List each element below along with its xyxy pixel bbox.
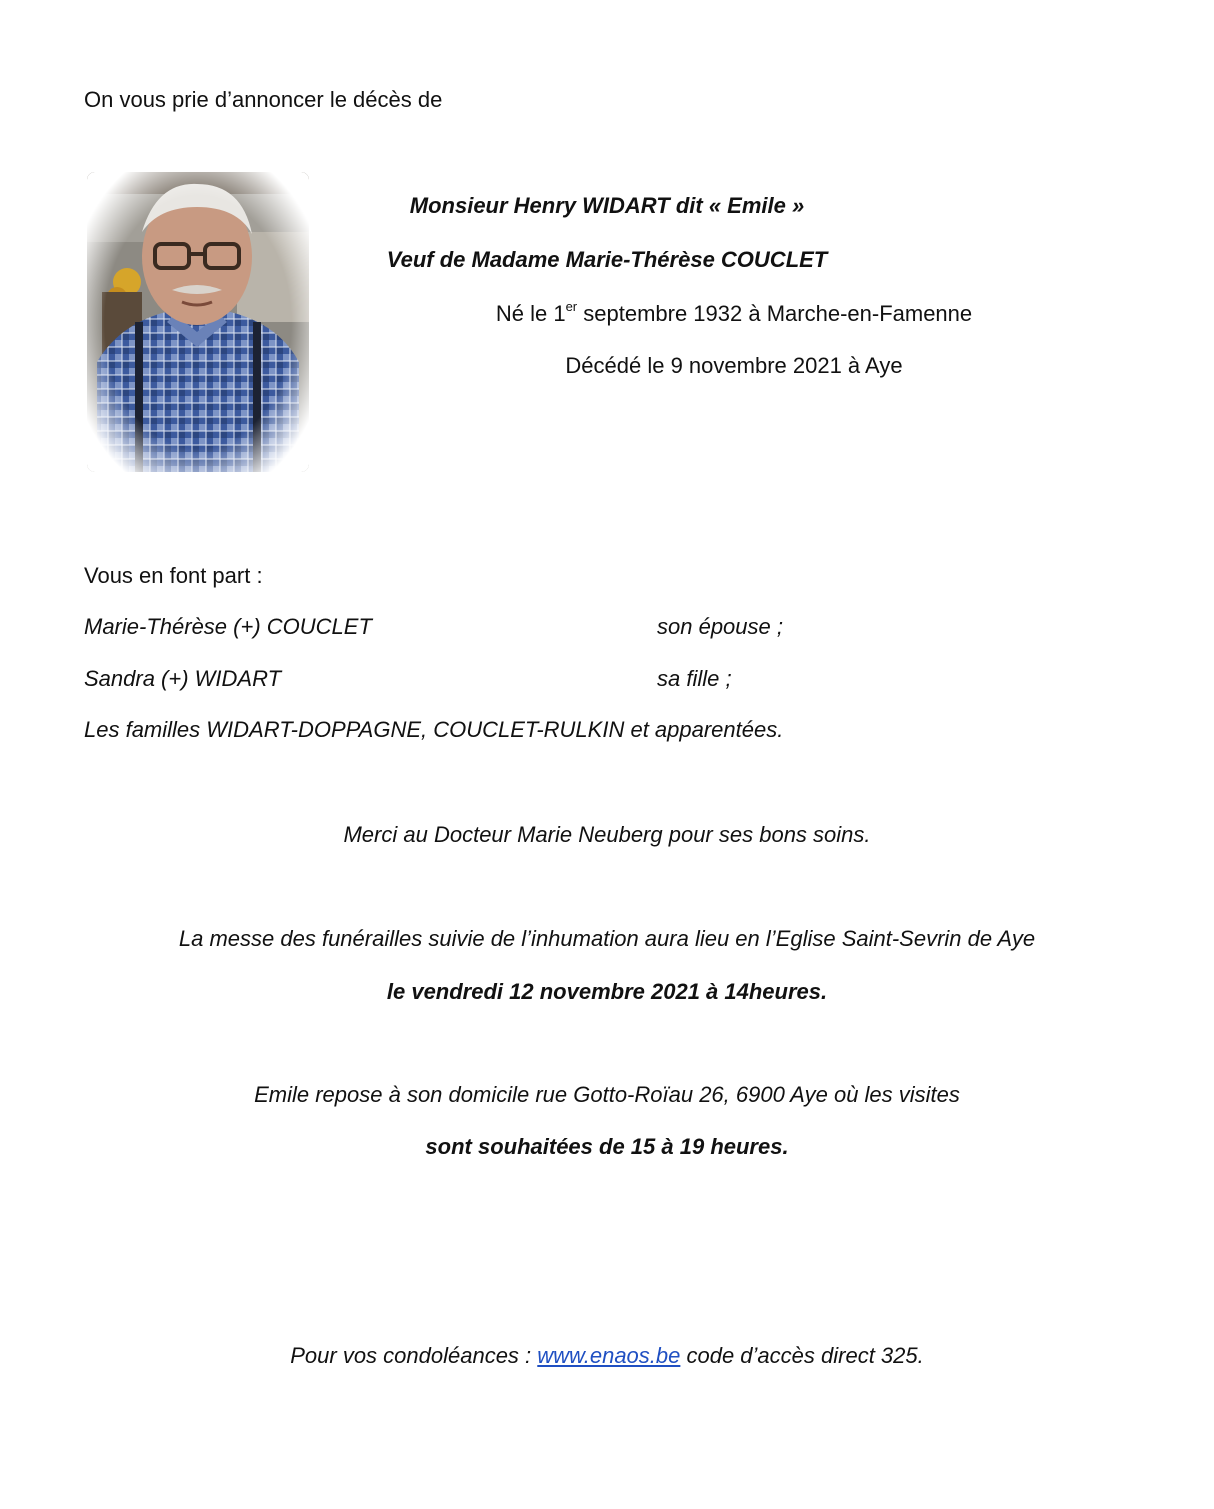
family-member-relation: sa fille ;	[657, 666, 732, 691]
deceased-name: Monsieur Henry WIDART dit « Emile »	[409, 193, 805, 218]
funeral-line: La messe des funérailles suivie de l’inhumation aura lieu en l’Eglise Saint-Sevrin de Aye	[178, 926, 1036, 951]
visit-line: Emile repose à son domicile rue Gotto-Roïau 26, 6900 Aye où les visites	[254, 1082, 960, 1107]
family-member-name: Sandra (+) WIDART	[84, 666, 282, 691]
birth-line: Né le 1er septembre 1932 à Marche-en-Famenne	[495, 298, 973, 326]
condolences-link[interactable]: www.enaos.be	[537, 1343, 681, 1368]
family-member-name: Marie-Thérèse (+) COUCLET	[84, 614, 372, 639]
family-member-relation: son épouse ;	[657, 614, 783, 639]
families-line: Les familles WIDART-DOPPAGNE, COUCLET-RULKIN et apparentées.	[84, 717, 784, 742]
death-line: Décédé le 9 novembre 2021 à Aye	[565, 353, 903, 378]
intro-text: On vous prie d’annoncer le décès de	[84, 87, 443, 112]
family-heading: Vous en font part :	[84, 563, 263, 588]
thanks-line: Merci au Docteur Marie Neuberg pour ses bons soins.	[343, 822, 871, 847]
widow-line: Veuf de Madame Marie-Thérèse COUCLET	[386, 247, 828, 272]
visit-hours: sont souhaitées de 15 à 19 heures.	[425, 1134, 789, 1159]
condolences-line: Pour vos condoléances : www.enaos.be code d’accès direct 325.	[290, 1343, 924, 1368]
funeral-date: le vendredi 12 novembre 2021 à 14heures.	[386, 979, 828, 1004]
